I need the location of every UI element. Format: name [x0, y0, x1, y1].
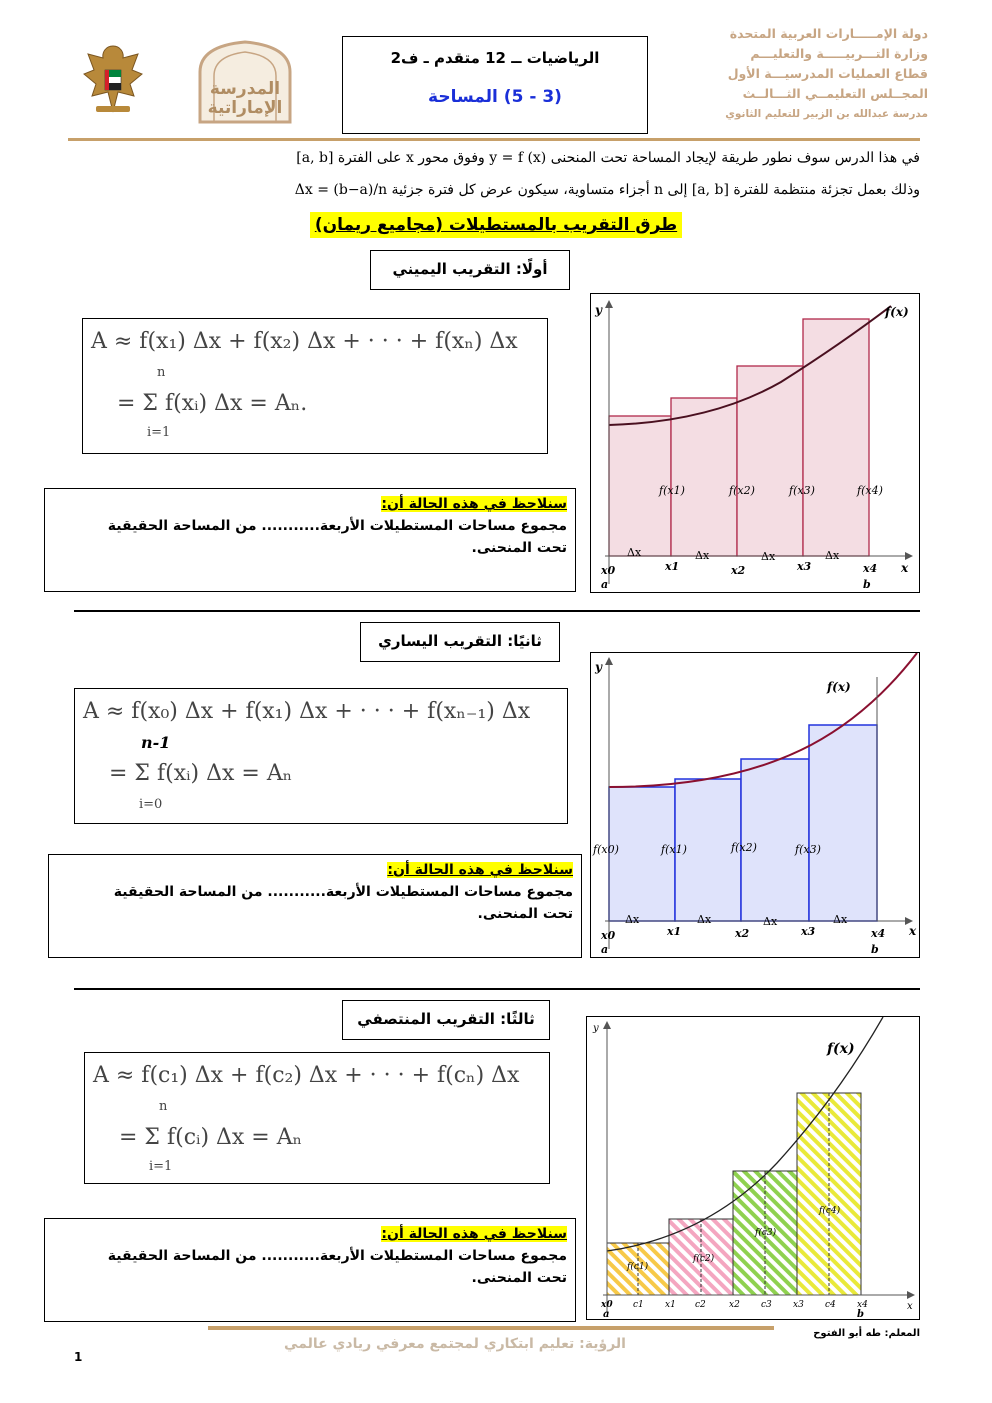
a-label: a	[601, 578, 609, 591]
height-label: f(x1)	[661, 843, 687, 856]
dx-label: Δx	[627, 546, 642, 559]
b-label: b	[857, 1309, 864, 1318]
formula-line-1: A ≈ f(c₁) Δx + f(c₂) Δx + · · · + f(cₙ) Δx	[93, 1063, 520, 1088]
note-heading: سنلاحظ في هذه الحالة أن:	[381, 1226, 567, 1242]
ministry-block	[648, 24, 928, 124]
point-label: x2	[731, 564, 746, 577]
ministry-line: المجــلس التعليمــي الثـــالــث	[742, 86, 928, 101]
point-label: x4	[871, 927, 886, 940]
vision-text: الرؤية: تعليم ابتكاري لمجتمع معرفي ريادي عالمي	[284, 1336, 626, 1352]
dx-label: Δx	[695, 549, 710, 562]
section-divider	[74, 610, 920, 612]
dx-label: Δx	[763, 915, 778, 928]
curve-label: f(x)	[827, 680, 851, 694]
note-box	[48, 854, 582, 958]
y-label: y	[595, 303, 602, 317]
intro-line-1: في هذا الدرس سوف نطور طريقة لإيجاد المساحة تحت المنحنى y = f (x) وفوق محور x على الفترة [a, b]	[296, 150, 920, 166]
right-riemann-graph	[590, 293, 920, 593]
ministry-line: قطاع العمليات المدرسيـــة الأول	[727, 66, 928, 81]
curve-label: f(x)	[885, 305, 909, 319]
rectangle	[803, 319, 869, 556]
formula-line-2: = Σ f(xᵢ) Δx = Aₙ	[109, 761, 293, 786]
note-line: مجموع مساحات المستطيلات الأربعة........... من المساحة الحقيقية	[113, 884, 573, 900]
y-label: y	[593, 1023, 599, 1034]
sum-top: n	[157, 365, 166, 380]
ministry-line: دولة الإمـــــارات العربية المتحدة	[729, 26, 928, 41]
x-label: x	[909, 924, 917, 938]
rectangle	[809, 725, 877, 921]
formula-box	[84, 1052, 550, 1184]
height-label: f(x2)	[729, 484, 755, 497]
point-label: c3	[761, 1300, 772, 1310]
left-riemann-graph	[590, 652, 920, 958]
height-label: f(x3)	[789, 484, 815, 497]
y-label: y	[595, 660, 602, 674]
falcon-emblem-icon	[78, 40, 148, 118]
note-line: تحت المنحنى.	[477, 906, 573, 922]
section-divider	[74, 988, 920, 990]
formula-line-1: A ≈ f(x₁) Δx + f(x₂) Δx + · · · + f(xₙ) Δx	[91, 329, 518, 354]
height-label: f(c2)	[693, 1254, 715, 1264]
b-label: b	[863, 578, 871, 591]
sum-top: n-1	[141, 733, 171, 752]
page-number: 1	[74, 1350, 83, 1364]
x-label: x	[907, 1301, 913, 1312]
lesson-title: (3 - 5) المساحة	[428, 87, 562, 107]
note-line: تحت المنحنى.	[471, 540, 567, 556]
rectangle	[737, 366, 803, 556]
point-label: x1	[665, 560, 680, 573]
method-label: أولًا: التقريب اليميني	[370, 250, 570, 290]
height-label: f(x4)	[857, 484, 883, 497]
sum-bottom: i=0	[139, 797, 163, 812]
note-line: تحت المنحنى.	[471, 1270, 567, 1286]
sum-bottom: i=1	[147, 425, 171, 440]
graph-svg	[591, 653, 918, 956]
footer-rule	[208, 1326, 774, 1330]
note-line: مجموع مساحات المستطيلات الأربعة........... من المساحة الحقيقية	[107, 1248, 567, 1264]
formula-line-1: A ≈ f(x₀) Δx + f(x₁) Δx + · · · + f(xₙ₋₁) Δx	[83, 699, 531, 724]
height-label: f(x2)	[731, 841, 757, 854]
a-label: a	[601, 943, 609, 956]
course-title: الرياضيات ــ 12 متقدم ـ ف2	[390, 49, 600, 67]
section-title: طرق التقريب بالمستطيلات (مجاميع ريمان)	[310, 212, 682, 238]
height-label: f(x1)	[659, 484, 685, 497]
formula-line-2: = Σ f(xᵢ) Δx = Aₙ.	[117, 391, 308, 416]
formula-box	[82, 318, 548, 454]
ministry-line: وزارة التـــربيـــــة والتعليـــم	[750, 46, 928, 61]
header-rule	[68, 138, 920, 141]
note-box	[44, 1218, 576, 1322]
note-heading: سنلاحظ في هذه الحالة أن:	[381, 496, 567, 512]
point-label: c4	[825, 1300, 836, 1310]
a-label: a	[603, 1309, 610, 1318]
height-label: f(c4)	[819, 1206, 841, 1216]
midpoint-riemann-graph	[586, 1016, 920, 1320]
formula-line-2: = Σ f(cᵢ) Δx = Aₙ	[119, 1125, 303, 1150]
point-label: x2	[735, 927, 750, 940]
height-label: f(x0)	[593, 843, 619, 856]
dx-label: Δx	[625, 913, 640, 926]
point-label: x3	[801, 925, 816, 938]
dx-label: Δx	[825, 549, 840, 562]
point-label: c1	[633, 1300, 644, 1310]
dx-label: Δx	[833, 913, 848, 926]
note-heading: سنلاحظ في هذه الحالة أن:	[387, 862, 573, 878]
sum-top: n	[159, 1099, 168, 1114]
point-label: x0	[601, 564, 616, 577]
title-box	[342, 36, 648, 134]
height-label: f(x3)	[795, 843, 821, 856]
note-box	[44, 488, 576, 592]
rectangle	[741, 759, 809, 921]
point-label: x0	[601, 929, 616, 942]
formula-box	[74, 688, 568, 824]
point-label: x1	[667, 925, 682, 938]
method-label: ثانيًا: التقريب اليساري	[360, 622, 560, 662]
point-label: x0	[601, 1300, 613, 1310]
point-label: c2	[695, 1300, 706, 1310]
school-logo-text: المدرسة الإماراتية	[207, 79, 283, 118]
dx-label: Δx	[761, 550, 776, 563]
x-label: x	[901, 561, 909, 575]
point-label: x3	[793, 1300, 804, 1310]
sum-bottom: i=1	[149, 1159, 173, 1174]
uae-emblem	[78, 40, 148, 118]
teacher-name: المعلم: طه أبو الفتوح	[813, 1328, 920, 1339]
intro-line-2: وذلك بعمل تجزئة منتظمة للفترة [a, b] إلى n أجزاء متساوية، سيكون عرض كل فترة جزئية Δx = (b−a)/n	[294, 182, 920, 198]
graph-svg	[591, 294, 918, 591]
point-label: x1	[665, 1300, 676, 1310]
height-label: f(c1)	[627, 1262, 649, 1272]
rectangle	[671, 398, 737, 556]
graph-svg	[587, 1017, 918, 1318]
b-label: b	[871, 943, 879, 956]
point-label: x4	[863, 562, 878, 575]
ministry-line: مدرسة عبدالله بن الزبير للتعليم الثانوي	[725, 108, 928, 120]
dx-label: Δx	[697, 913, 712, 926]
point-label: x2	[729, 1300, 740, 1310]
method-label: ثالثًا: التقريب المنتصفي	[342, 1000, 550, 1040]
point-label: x4	[857, 1300, 868, 1310]
point-label: x3	[797, 560, 812, 573]
height-label: f(c3)	[755, 1228, 777, 1238]
curve-label: f(x)	[827, 1041, 855, 1057]
note-line: مجموع مساحات المستطيلات الأربعة........... من المساحة الحقيقية	[107, 518, 567, 534]
